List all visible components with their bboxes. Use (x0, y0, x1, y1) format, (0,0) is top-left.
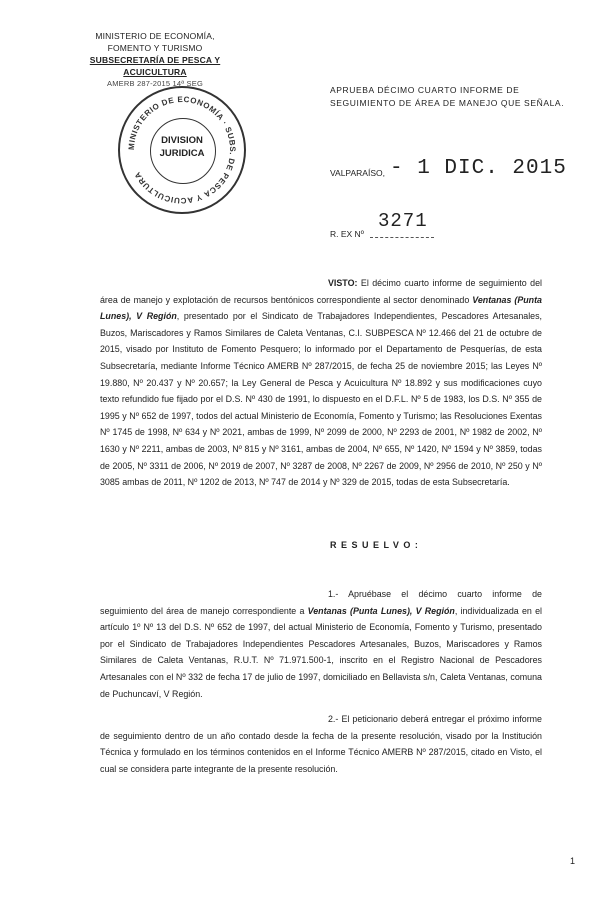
visto-sector: Ventanas (Punta Lunes), V Región (100, 294, 542, 322)
stamp-label-juridica: JURIDICA (159, 148, 205, 159)
division-juridica-stamp (118, 86, 246, 214)
point-1-text-2: , individualizada en el artículo 1º Nº 13 del D.S. Nº 652 de 1997, del actual Ministerio de Economía, Fomento y Turismo, presentado por el Sindicato de Trabajadores Independientes Pescadores Artesanales, Buzos, Mariscadores y Ramos Similares de Caleta Ventanas, R.U.T. Nº 71.971.500-1, inscrito en el Registro Nacional de Pescadores Artesanales con el Nº 332 de fecha 17 de julio de 1997, domiciliado en Bellavista s/n, Caleta Ventanas, comuna de Puchuncaví, V Región. (100, 605, 542, 699)
resolution-label: R. EX Nº (330, 229, 364, 239)
letterhead (60, 30, 250, 90)
resolution-number-line (370, 237, 434, 238)
resolution-point-2: 2.- El peticionario deberá entregar el próximo informe de seguimiento dentro de un año contado desde la fecha de la presente resolución, visado por la Institución Técnica y formulado en los términos contenidos en el Informe Técnico AMERB Nº 287/2015, citado en Visto, el cual se considera parte integrante de la presente resolución. (100, 714, 542, 774)
visto-paragraph (100, 275, 542, 491)
point-1-text-1: 1.- Apruébase el décimo cuarto informe de seguimiento del área de manejo correspondiente a (100, 589, 542, 616)
resolution-number: 3271 (378, 210, 428, 232)
visto-text-2: , presentado por el Sindicato de Trabajadores Independientes, Pescadores Artesanales, Buzos, Mariscadores y Ramos Similares de Caleta Ventanas, C.I. SUBPESCA Nº 12.466 del 21 de octubre de 2015, visado por Instituto de Fomento Pesquero; lo informado por el Departamento de Pesquerías, de esta Subsecretaría, mediante Informe Técnico AMERB Nº 287/2015, de fecha 25 de noviembre 2015; las Leyes Nº 19.880, Nº 20.437 y Nº 20.657; la Ley General de Pesca y Acuicultura Nº 18.892 y sus modificaciones cuyo texto refundido fue fijado por el D.S. Nº 430 de 1991, lo dispuesto en el D.F.L. Nº 5 de 1983, los D.S. Nº 355 de 1995 y Nº 652 de 1997, todos del actual Ministerio de Economía, Fomento y Turismo; las Resoluciones Exentas Nº 1745 de 1998, Nº 634 y Nº 2021, ambas de 1999, Nº 2099 de 2000, Nº 2293 de 2001, Nº 1982 de 2002, Nº 1630 y Nº 2211, ambas de 2003, Nº 815 y Nº 3161, ambas de 2004, Nº 655, Nº 1420, Nº 1594 y Nº 3859, todas de 2005, Nº 3311 de 2006, Nº 2019 de 2007, Nº 3287 de 2008, Nº 2267 de 2009, Nº 2956 de 2010, Nº 250 y Nº 3085 ambas de 2011, Nº 1202 de 2013, Nº 747 de 2014 y Nº 329 de 2015, todas de esta Subsecretaría. (100, 311, 543, 488)
ministry-name-2: FOMENTO Y TURISMO (107, 43, 203, 53)
stamped-date: - 1 DIC. 2015 (390, 157, 567, 180)
svg-text:MINISTERIO DE ECONOMÍA · SUBS.: MINISTERIO DE ECONOMÍA · SUBS. DE PESCA Y ACUICULTURA (126, 94, 238, 206)
document-title: APRUEBA DÉCIMO CUARTO INFORME DE SEGUIMIENTO DE ÁREA DE MANEJO QUE SEÑALA. (330, 85, 565, 108)
memo-reference: AMERB 287-2015 14ª SEG (107, 79, 203, 88)
ministry-name: MINISTERIO DE ECONOMÍA, (95, 31, 215, 41)
visto-text-1: El décimo cuarto informe de seguimiento del área de manejo y explotación de recursos bentónicos correspondiente al sector denominado (100, 278, 542, 305)
visto-label: VISTO: (328, 278, 358, 288)
stamp-label-division: DIVISION (161, 135, 203, 146)
point-1-sector: Ventanas (Punta Lunes), V Región (307, 605, 455, 616)
place-label: VALPARAÍSO, (330, 168, 385, 178)
subsecretaria-name: SUBSECRETARÍA DE PESCA Y ACUICULTURA (89, 55, 221, 77)
page-number: 1 (570, 856, 576, 866)
resuelvo-heading: RESUELVO: (330, 540, 423, 550)
resolution-point-1 (100, 586, 542, 702)
